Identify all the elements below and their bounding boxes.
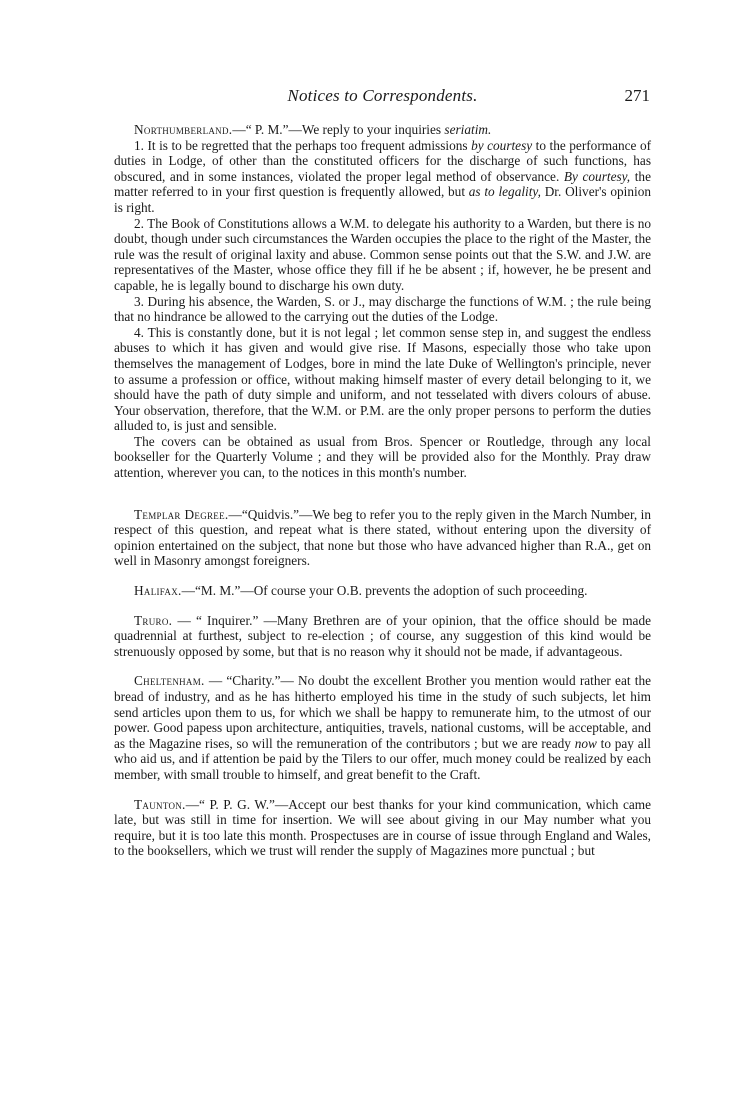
- text: —“ P. M.”—We reply to your inquiries: [232, 122, 445, 137]
- italic-text: now: [574, 735, 597, 751]
- page-header: [115, 86, 650, 110]
- text: Dr. Oliver's opinion is right.: [114, 184, 651, 215]
- place-name: Northumberland.: [134, 122, 233, 137]
- northumberland-heading: [114, 122, 651, 138]
- halifax-notice: [114, 583, 651, 599]
- italic-text: seriatim.: [444, 122, 492, 137]
- northumberland-answer-1: [114, 138, 651, 216]
- text: 1. It is to be regretted that the perhaps too frequent admissions: [134, 137, 472, 153]
- text: to the performance of duties in Lodge, of other than the constituted officers for the discharge of such functions, has obscured, and in some instances, violated the proper legal method of observance.: [114, 137, 652, 184]
- taunton-notice: [114, 797, 651, 859]
- place-name: Cheltenham.: [134, 673, 205, 689]
- place-name: Truro.: [134, 612, 173, 628]
- place-name: Halifax.: [134, 583, 182, 599]
- running-title: Notices to Correspondents.: [287, 86, 478, 105]
- covers-notice: The covers can be obtained as usual from Bros. Spencer or Routledge, through any local bookseller for the Quarterly Volume ; and they will be provided also for the Monthly. Pray draw attention, wherever you can, to the notices in this month's number.: [114, 433, 651, 481]
- page-number: 271: [624, 86, 650, 105]
- place-name: Taunton.: [134, 796, 186, 812]
- text: —“M. M.”—Of course your O.B. prevents the adoption of such proceeding.: [181, 583, 588, 599]
- article-body: [114, 122, 651, 859]
- northumberland-answer-3: 3. During his absence, the Warden, S. or J., may discharge the functions of W.M. ; the rule being that no hindrance be allowed to the carrying out the duties of the Lodge.: [114, 293, 651, 325]
- text: — “ Inquirer.” —Many Brethren are of your opinion, that the office should be made quadrennial at furthest, subject to re-election ; of course, any suggestion of this kind would be strenuously opposed by some, but that is no reason why it should not be made, if advantageous.: [114, 612, 651, 659]
- truro-notice: [114, 613, 651, 660]
- place-name: Templar Degree.: [134, 506, 229, 522]
- text: to pay all who aid us, and if attention be paid by the Tilers to our offer, much money could be realized by each member, with small trouble to himself, and great benefit to the Craft.: [114, 735, 651, 782]
- italic-text: by courtesy: [471, 137, 533, 153]
- italic-text: as to legality,: [468, 184, 541, 200]
- northumberland-answer-2: 2. The Book of Constitutions allows a W.M. to delegate his authority to a Warden, but there is no doubt, though under such circumstances the Warden occupies the place to the right of the Master, the rule was the result of original laxity and abuse. Common sense points out that the S.W. and J.W. are representatives of the Master, whose office they fill if he be absent ; if, however, he be present and capable, he is legally bound to discharge his own duty.: [114, 215, 651, 293]
- text: —“Quidvis.”—We beg to refer you to the reply given in the March Number, in respect of this question, and repeat what is there stated, without entering upon the diversity of opinion entertained on the subject, that none but those who have advanced higher than R.A., get on well in Masonry amongst foreigners.: [114, 506, 651, 569]
- templar-degree-notice: [114, 507, 651, 569]
- cheltenham-notice: [114, 673, 651, 782]
- italic-text: By courtesy,: [563, 168, 631, 184]
- text: — “Charity.”— No doubt the excellent Brother you mention would rather eat the bread of industry, and as he has hitherto employed his time in the study of such subjects, let him send articles upon them to us, for which we shall be happy to remunerate him, to the utmost of our power. Good papess upon architecture, antiquities, travels, national customs, will be acceptable, and as the Magazine rises, so will the remuneration of the contributors ; but we are ready: [114, 673, 651, 751]
- text: —“ P. P. G. W.”—Accept our best thanks for your kind communication, which came late, but was still in time for insertion. We will see about giving in our May number what you require, but it is too late this month. Prospectuses are in course of issue through England and Wales, to the booksellers, which we trust will render the supply of Magazines more punctual ; but: [114, 796, 651, 859]
- northumberland-answer-4: 4. This is constantly done, but it is not legal ; let common sense step in, and suggest the endless abuses to which it has given and would give rise. If Masons, especially those who take upon themselves the management of Lodges, bore in mind the late Duke of Wellington's principle, never to assume a profession or office, without making himself master of every detail belonging to it, we should have the path of duty simple and uniform, and not tesselated with divers colours of abuse. Your observation, therefore, that the W.M. or P.M. are the only proper persons to perform the duties alluded to, is just and sensible.: [114, 324, 651, 434]
- text: the matter referred to in your first question is frequently allowed, but: [114, 168, 651, 200]
